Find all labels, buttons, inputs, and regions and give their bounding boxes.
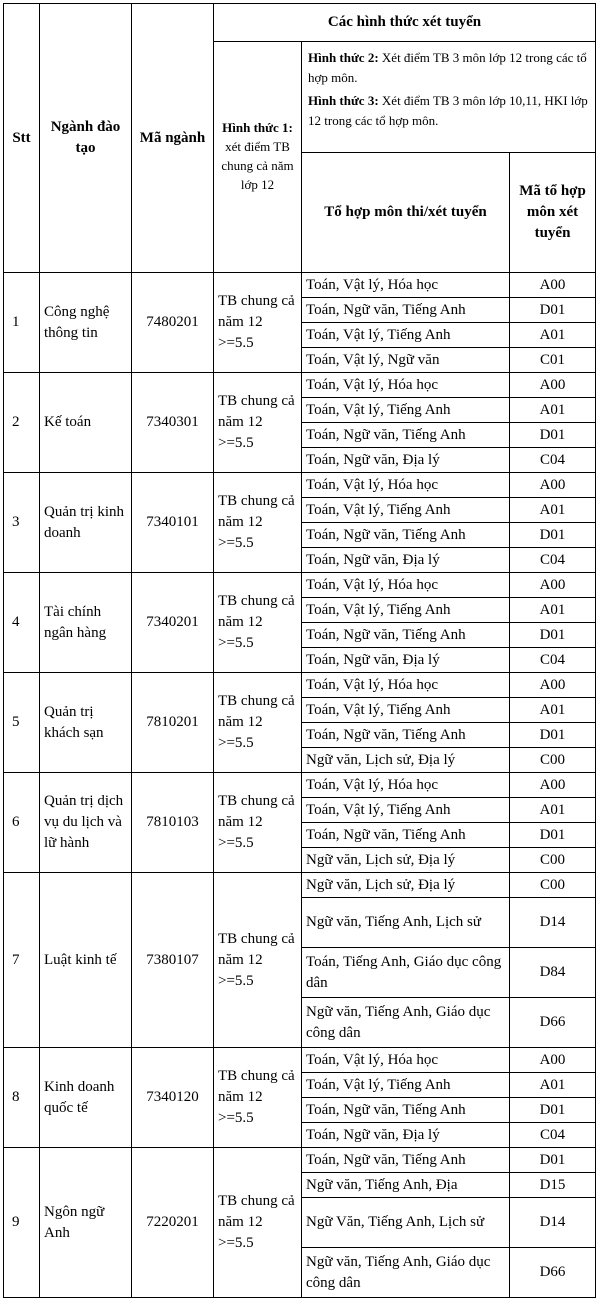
- cell-ma-to-hop: D01: [510, 523, 596, 548]
- cell-to-hop: Toán, Ngữ văn, Địa lý: [302, 648, 510, 673]
- cell-to-hop: Toán, Ngữ văn, Tiếng Anh: [302, 623, 510, 648]
- cell-stt: 8: [4, 1048, 40, 1148]
- cell-to-hop: Toán, Vật lý, Tiếng Anh: [302, 498, 510, 523]
- table-row: [4, 573, 596, 598]
- cell-hinh-thuc-1: TB chung cả năm 12 >=5.5: [214, 673, 302, 773]
- cell-ma-nganh: 7380107: [132, 873, 214, 1048]
- cell-nganh: Ngôn ngữ Anh: [40, 1148, 132, 1298]
- cell-ma-to-hop: C04: [510, 648, 596, 673]
- cell-ma-to-hop: D14: [510, 898, 596, 948]
- cell-stt: 2: [4, 373, 40, 473]
- cell-hinh-thuc-1: TB chung cả năm 12 >=5.5: [214, 773, 302, 873]
- cell-to-hop: Toán, Tiếng Anh, Giáo dục công dân: [302, 948, 510, 998]
- table-row: [4, 1148, 596, 1173]
- cell-ma-to-hop: C04: [510, 548, 596, 573]
- table-row: [4, 773, 596, 798]
- cell-to-hop: Ngữ văn, Lịch sử, Địa lý: [302, 748, 510, 773]
- cell-to-hop: Toán, Ngữ văn, Tiếng Anh: [302, 1148, 510, 1173]
- cell-ma-to-hop: D01: [510, 423, 596, 448]
- cell-ma-to-hop: A00: [510, 373, 596, 398]
- cell-ma-to-hop: D14: [510, 1198, 596, 1248]
- cell-ma-to-hop: A01: [510, 498, 596, 523]
- cell-ma-nganh: 7340120: [132, 1048, 214, 1148]
- cell-hinh-thuc-1: TB chung cả năm 12 >=5.5: [214, 273, 302, 373]
- cell-nganh: Quản trị khách sạn: [40, 673, 132, 773]
- cell-to-hop: Toán, Vật lý, Hóa học: [302, 373, 510, 398]
- cell-hinh-thuc-1: TB chung cả năm 12 >=5.5: [214, 1048, 302, 1148]
- cell-ma-to-hop: D01: [510, 1148, 596, 1173]
- cell-ma-to-hop: A01: [510, 1073, 596, 1098]
- cell-ma-nganh: 7220201: [132, 1148, 214, 1298]
- header-to-hop: Tổ hợp môn thi/xét tuyển: [302, 153, 510, 273]
- hinh-thuc-2: [308, 48, 589, 87]
- cell-ma-to-hop: D01: [510, 623, 596, 648]
- cell-to-hop: Toán, Ngữ văn, Địa lý: [302, 1123, 510, 1148]
- cell-hinh-thuc-1: TB chung cả năm 12 >=5.5: [214, 1148, 302, 1298]
- cell-ma-to-hop: D01: [510, 723, 596, 748]
- cell-to-hop: Ngữ Văn, Tiếng Anh, Lịch sử: [302, 1198, 510, 1248]
- cell-to-hop: Ngữ văn, Tiếng Anh, Giáo dục công dân: [302, 998, 510, 1048]
- cell-to-hop: Toán, Vật lý, Hóa học: [302, 573, 510, 598]
- table-row: [4, 1048, 596, 1073]
- cell-hinh-thuc-1: TB chung cả năm 12 >=5.5: [214, 873, 302, 1048]
- cell-ma-to-hop: C00: [510, 848, 596, 873]
- hinh-thuc-3-label: Hình thức 3:: [308, 93, 379, 108]
- hinh-thuc-2-label: Hình thức 2:: [308, 50, 379, 65]
- cell-nganh: Kinh doanh quốc tế: [40, 1048, 132, 1148]
- cell-stt: 5: [4, 673, 40, 773]
- cell-to-hop: Toán, Ngữ văn, Địa lý: [302, 448, 510, 473]
- cell-hinh-thuc-1: TB chung cả năm 12 >=5.5: [214, 473, 302, 573]
- cell-nganh: Quản trị kinh doanh: [40, 473, 132, 573]
- header-hinh-thuc-2-3: [302, 42, 596, 153]
- cell-ma-to-hop: A01: [510, 398, 596, 423]
- cell-ma-to-hop: A01: [510, 798, 596, 823]
- admission-table: [3, 3, 596, 1298]
- table-row: [4, 473, 596, 498]
- cell-ma-to-hop: D01: [510, 1098, 596, 1123]
- cell-ma-to-hop: A01: [510, 323, 596, 348]
- header-ma-nganh: Mã ngành: [132, 4, 214, 273]
- cell-hinh-thuc-1: TB chung cả năm 12 >=5.5: [214, 573, 302, 673]
- cell-nganh: Công nghệ thông tin: [40, 273, 132, 373]
- cell-ma-to-hop: A00: [510, 673, 596, 698]
- table-row: [4, 273, 596, 298]
- cell-to-hop: Toán, Vật lý, Hóa học: [302, 673, 510, 698]
- cell-ma-to-hop: D01: [510, 298, 596, 323]
- cell-to-hop: Ngữ văn, Lịch sử, Địa lý: [302, 873, 510, 898]
- table-row: [4, 873, 596, 898]
- cell-ma-to-hop: A01: [510, 698, 596, 723]
- header-cac-hinh-thuc: Các hình thức xét tuyển: [214, 4, 596, 42]
- table-row: [4, 373, 596, 398]
- cell-nganh: Tài chính ngân hàng: [40, 573, 132, 673]
- cell-ma-to-hop: C00: [510, 748, 596, 773]
- cell-ma-to-hop: A00: [510, 773, 596, 798]
- cell-to-hop: Toán, Vật lý, Tiếng Anh: [302, 598, 510, 623]
- hinh-thuc-2-text: Xét điểm TB 3 môn lớp 12 trong các tổ hợp môn.: [308, 50, 587, 85]
- cell-stt: 1: [4, 273, 40, 373]
- cell-ma-to-hop: A00: [510, 573, 596, 598]
- header-stt: Stt: [4, 4, 40, 273]
- cell-to-hop: Toán, Vật lý, Hóa học: [302, 473, 510, 498]
- hinh-thuc-3-text: Xét điểm TB 3 môn lớp 10,11, HKI lớp 12 trong các tổ hợp môn.: [308, 93, 588, 128]
- table-body: [4, 273, 596, 1298]
- cell-to-hop: Toán, Vật lý, Hóa học: [302, 1048, 510, 1073]
- cell-nganh: Luật kinh tế: [40, 873, 132, 1048]
- cell-to-hop: Ngữ văn, Tiếng Anh, Địa: [302, 1173, 510, 1198]
- cell-to-hop: Toán, Vật lý, Tiếng Anh: [302, 1073, 510, 1098]
- header-nganh: Ngành đào tạo: [40, 4, 132, 273]
- cell-ma-to-hop: D15: [510, 1173, 596, 1198]
- header-ma-to-hop: Mã tổ hợp môn xét tuyển: [510, 153, 596, 273]
- cell-ma-to-hop: C00: [510, 873, 596, 898]
- cell-stt: 6: [4, 773, 40, 873]
- hinh-thuc-3: [308, 91, 589, 130]
- cell-ma-to-hop: C01: [510, 348, 596, 373]
- cell-ma-to-hop: A00: [510, 273, 596, 298]
- cell-stt: 9: [4, 1148, 40, 1298]
- cell-ma-nganh: 7340301: [132, 373, 214, 473]
- cell-to-hop: Toán, Ngữ văn, Tiếng Anh: [302, 1098, 510, 1123]
- cell-ma-to-hop: D66: [510, 1248, 596, 1298]
- cell-stt: 7: [4, 873, 40, 1048]
- cell-ma-to-hop: A00: [510, 1048, 596, 1073]
- cell-ma-to-hop: C04: [510, 1123, 596, 1148]
- cell-to-hop: Toán, Ngữ văn, Tiếng Anh: [302, 423, 510, 448]
- cell-to-hop: Toán, Ngữ văn, Tiếng Anh: [302, 523, 510, 548]
- cell-ma-to-hop: A00: [510, 473, 596, 498]
- cell-ma-nganh: 7340101: [132, 473, 214, 573]
- header-hinh-thuc-1: [214, 42, 302, 273]
- cell-to-hop: Toán, Vật lý, Ngữ văn: [302, 348, 510, 373]
- cell-to-hop: Toán, Vật lý, Hóa học: [302, 273, 510, 298]
- cell-to-hop: Toán, Vật lý, Tiếng Anh: [302, 698, 510, 723]
- cell-stt: 4: [4, 573, 40, 673]
- cell-ma-nganh: 7810103: [132, 773, 214, 873]
- cell-to-hop: Toán, Vật lý, Tiếng Anh: [302, 398, 510, 423]
- cell-to-hop: Toán, Ngữ văn, Tiếng Anh: [302, 823, 510, 848]
- table-row: [4, 673, 596, 698]
- cell-to-hop: Toán, Ngữ văn, Tiếng Anh: [302, 723, 510, 748]
- cell-ma-to-hop: C04: [510, 448, 596, 473]
- cell-ma-to-hop: A01: [510, 598, 596, 623]
- cell-ma-to-hop: D84: [510, 948, 596, 998]
- cell-to-hop: Ngữ văn, Lịch sử, Địa lý: [302, 848, 510, 873]
- cell-nganh: Quản trị dịch vụ du lịch và lữ hành: [40, 773, 132, 873]
- cell-to-hop: Toán, Ngữ văn, Tiếng Anh: [302, 298, 510, 323]
- cell-to-hop: Toán, Ngữ văn, Địa lý: [302, 548, 510, 573]
- cell-ma-to-hop: D66: [510, 998, 596, 1048]
- hinh-thuc-1-text: xét điểm TB chung cả năm lớp 12: [221, 139, 294, 192]
- cell-ma-nganh: 7810201: [132, 673, 214, 773]
- cell-to-hop: Toán, Vật lý, Tiếng Anh: [302, 798, 510, 823]
- cell-to-hop: Ngữ văn, Tiếng Anh, Lịch sử: [302, 898, 510, 948]
- cell-to-hop: Toán, Vật lý, Hóa học: [302, 773, 510, 798]
- hinh-thuc-1-label: Hình thức 1:: [222, 120, 293, 136]
- cell-ma-nganh: 7340201: [132, 573, 214, 673]
- cell-hinh-thuc-1: TB chung cả năm 12 >=5.5: [214, 373, 302, 473]
- cell-ma-nganh: 7480201: [132, 273, 214, 373]
- cell-to-hop: Ngữ văn, Tiếng Anh, Giáo dục công dân: [302, 1248, 510, 1298]
- cell-stt: 3: [4, 473, 40, 573]
- cell-ma-to-hop: D01: [510, 823, 596, 848]
- cell-nganh: Kế toán: [40, 373, 132, 473]
- cell-to-hop: Toán, Vật lý, Tiếng Anh: [302, 323, 510, 348]
